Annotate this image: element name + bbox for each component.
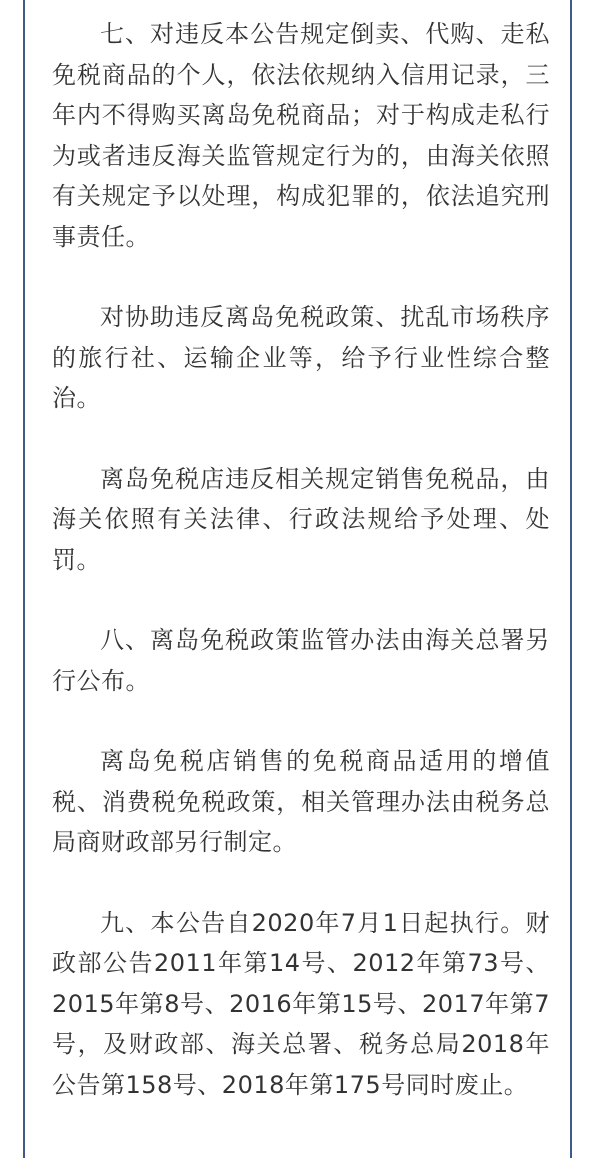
paragraph-spacer <box>52 701 550 741</box>
article-body <box>52 14 550 1105</box>
paragraph-travel-agency: 对协助违反离岛免税政策、扰乱市场秩序的旅行社、运输企业等，给予行业性综合整治。 <box>52 303 550 412</box>
paragraph-article-nine: 九、本公告自2020年7月1日起执行。财政部公告2011年第14号、2012年第73号、2015年第8号、2016年第15号、2017年第7号，及财政部、海关总署、税务总局2018年公告第158号、2018年第175号同时废止。 <box>52 908 550 1099</box>
paragraph-article-seven: 七、对违反本公告规定倒卖、代购、走私免税商品的个人，依法依规纳入信用记录，三年内不得购买离岛免税商品；对于构成走私行为或者违反海关监管规定行为的，由海关依照有关规定予以处理，构成犯罪的，依法追究刑事责任。 <box>52 20 550 251</box>
paragraph-tax-policy: 离岛免税店销售的免税商品适用的增值税、消费税免税政策，相关管理办法由税务总局商财政部另行制定。 <box>52 747 550 856</box>
paragraph-spacer <box>52 257 550 297</box>
paragraph-article-eight: 八、离岛免税政策监管办法由海关总署另行公布。 <box>52 626 550 695</box>
paragraph-spacer <box>52 863 550 903</box>
paragraph-duty-free-store-penalty: 离岛免税店违反相关规定销售免税品，由海关依照有关法律、行政法规给予处理、处罚。 <box>52 464 550 574</box>
paragraph-spacer <box>52 419 550 459</box>
paragraph-spacer <box>52 580 550 620</box>
